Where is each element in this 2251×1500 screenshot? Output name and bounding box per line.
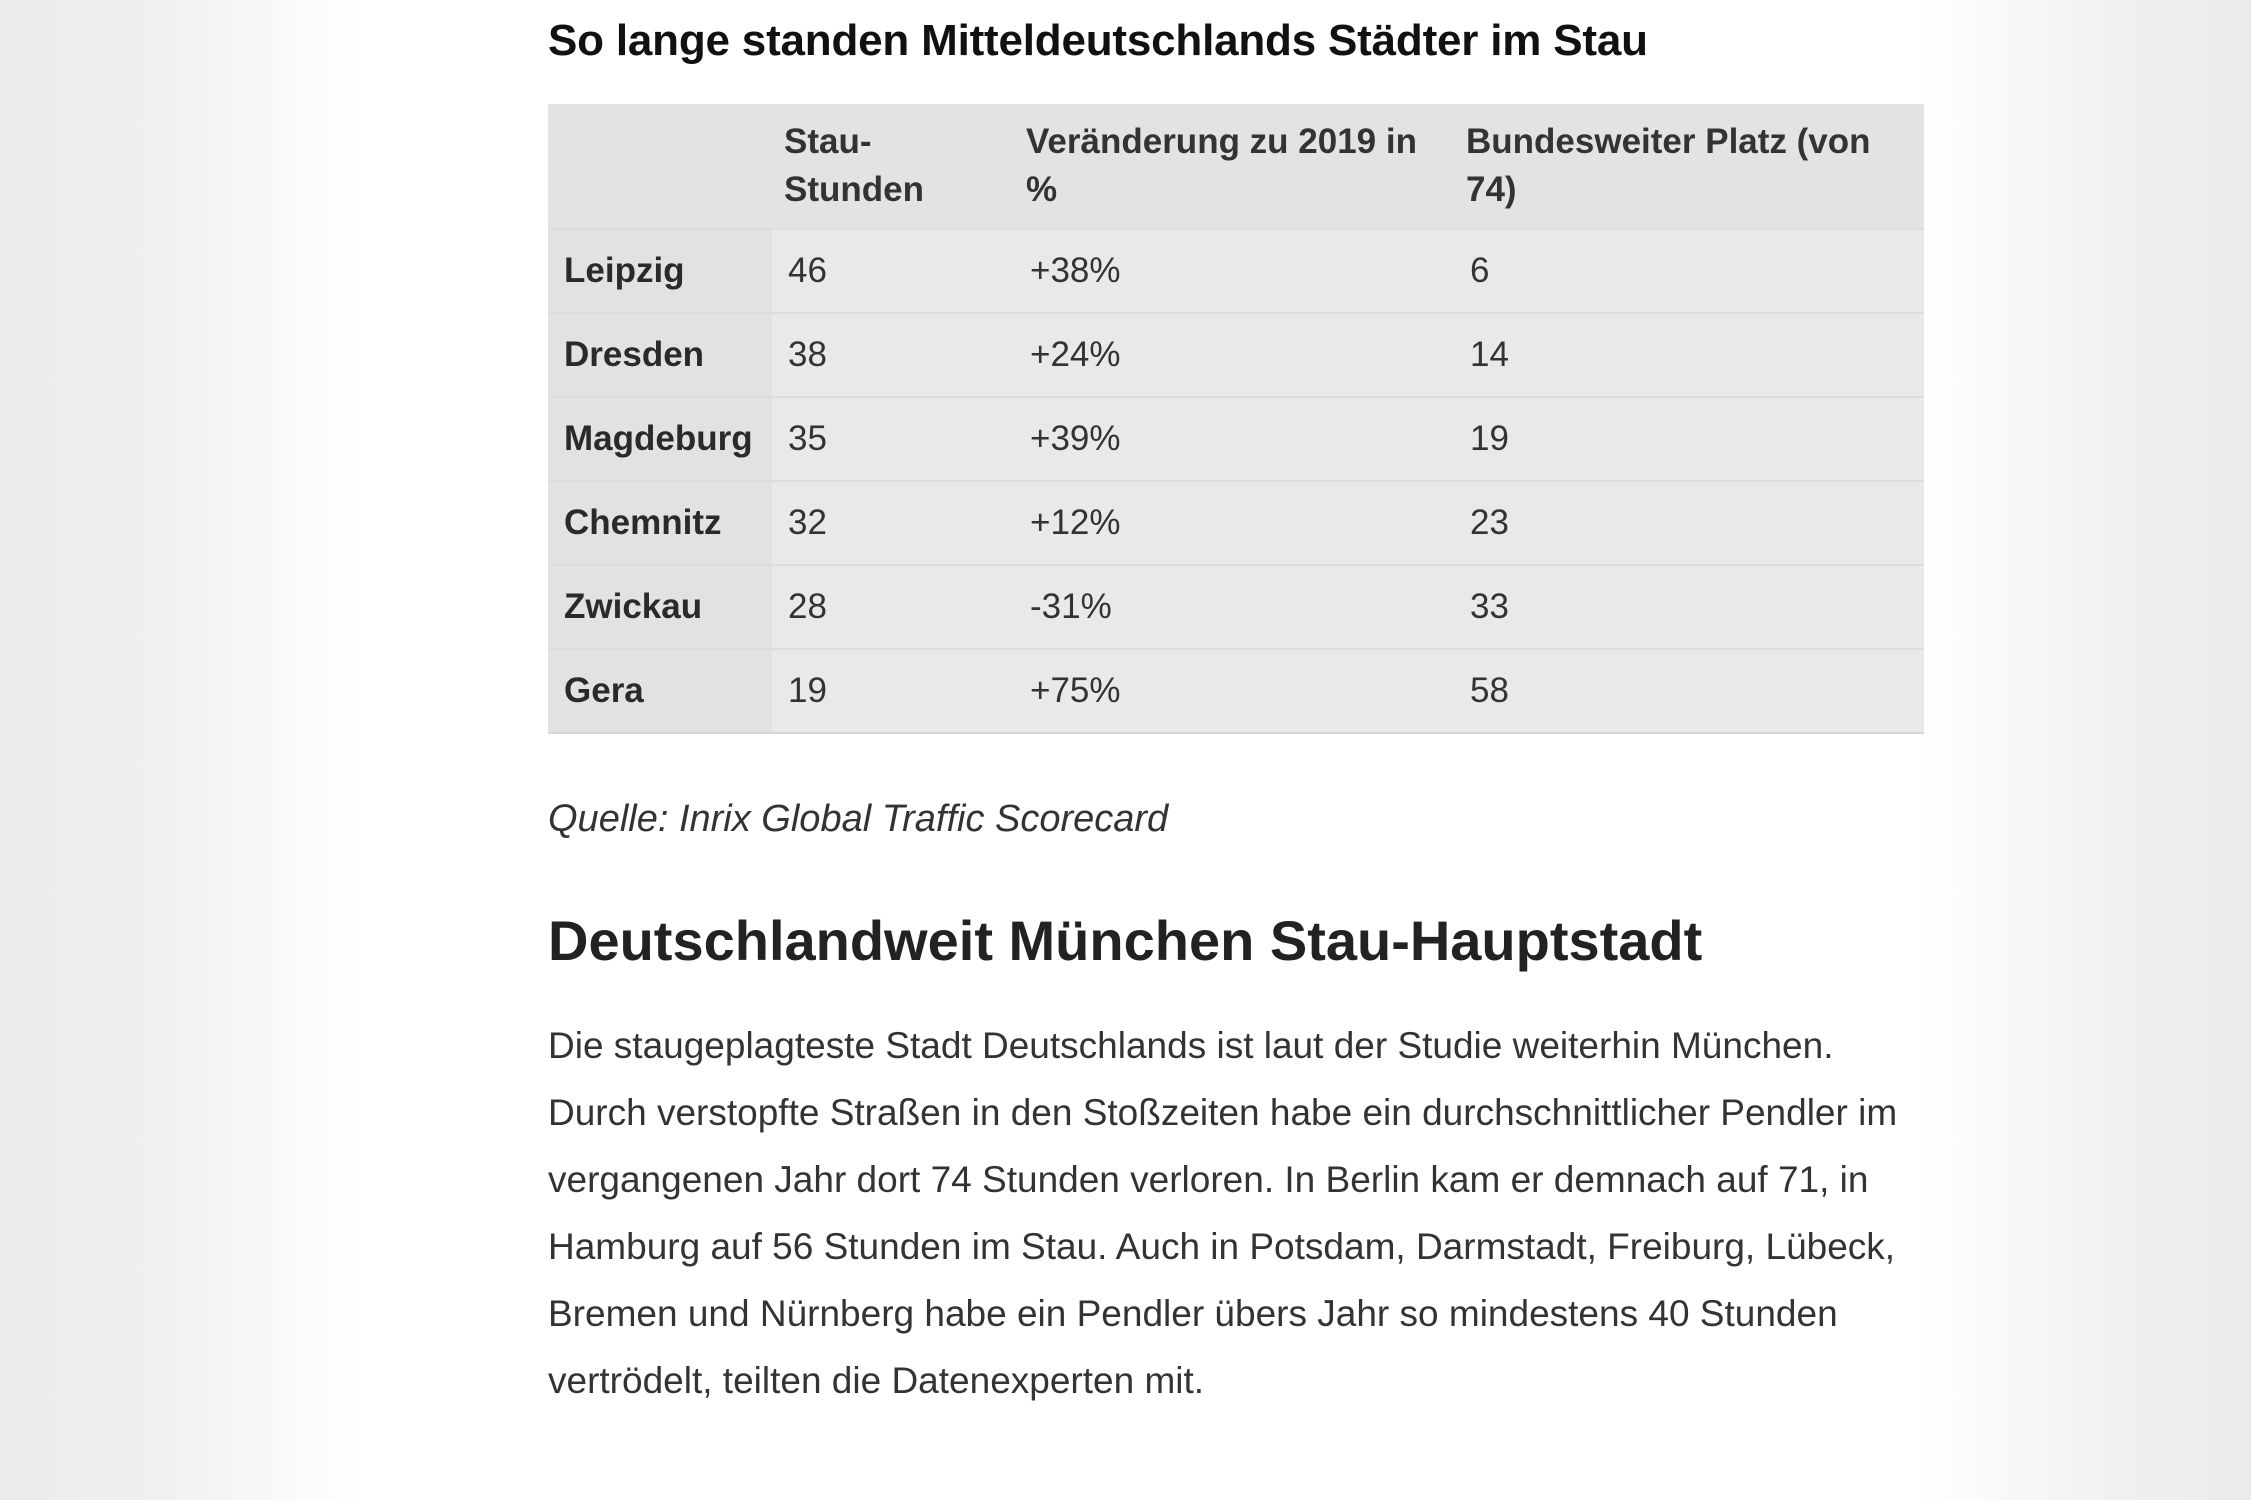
change-cell: +75% xyxy=(1014,649,1454,733)
header-city xyxy=(548,104,772,229)
table-row xyxy=(548,229,1924,313)
article-paragraph: Die staugeplagteste Stadt Deutschlands ist laut der Studie weiterhin München. Durch verstopfte Straßen in den Stoßzeiten habe ein durchschnittlicher Pendler im vergangenen Jahr dort 74 Stunden verloren. In Berlin kam er demnach auf 71, in Hamburg auf 56 Stunden im Stau. Auch in Potsdam, Darmstadt, Freiburg, Lübeck, Bremen und Nürnberg habe ein Pendler übers Jahr so mindestens 40 Stunden vertrödelt, teilten die Datenexperten mit. xyxy=(548,1025,1898,1401)
hours-cell: 32 xyxy=(772,481,1014,565)
page-margin-right xyxy=(1921,0,2251,1500)
hours-cell: 35 xyxy=(772,397,1014,481)
table-source: Quelle: Inrix Global Traffic Scorecard xyxy=(548,798,1169,840)
city-cell: Magdeburg xyxy=(548,397,772,481)
rank-cell: 6 xyxy=(1454,229,1924,313)
change-cell: -31% xyxy=(1014,565,1454,649)
rank-cell: 33 xyxy=(1454,565,1924,649)
change-cell: +38% xyxy=(1014,229,1454,313)
table-row xyxy=(548,565,1924,649)
hours-cell: 19 xyxy=(772,649,1014,733)
hours-cell: 28 xyxy=(772,565,1014,649)
table-row xyxy=(548,481,1924,565)
section-heading: Deutschlandweit München Stau-Hauptstadt xyxy=(548,909,1703,972)
city-cell: Zwickau xyxy=(548,565,772,649)
hours-cell: 46 xyxy=(772,229,1014,313)
header-stau-stunden: Stau-Stunden xyxy=(772,104,1014,229)
rank-cell: 23 xyxy=(1454,481,1924,565)
city-cell: Leipzig xyxy=(548,229,772,313)
city-cell: Chemnitz xyxy=(548,481,772,565)
hours-cell: 38 xyxy=(772,313,1014,397)
city-cell: Gera xyxy=(548,649,772,733)
table-row xyxy=(548,649,1924,733)
change-cell: +24% xyxy=(1014,313,1454,397)
table-title: So lange standen Mitteldeutschlands Städter im Stau xyxy=(548,16,1648,65)
change-cell: +12% xyxy=(1014,481,1454,565)
traffic-table xyxy=(548,104,1924,734)
rank-cell: 19 xyxy=(1454,397,1924,481)
table-header-row xyxy=(548,104,1924,229)
header-bundesweiter-platz: Bundesweiter Platz (von 74) xyxy=(1454,104,1924,229)
table-row xyxy=(548,313,1924,397)
table-row xyxy=(548,397,1924,481)
header-veraenderung: Veränderung zu 2019 in % xyxy=(1014,104,1454,229)
rank-cell: 14 xyxy=(1454,313,1924,397)
city-cell: Dresden xyxy=(548,313,772,397)
rank-cell: 58 xyxy=(1454,649,1924,733)
change-cell: +39% xyxy=(1014,397,1454,481)
page-margin-left xyxy=(0,0,360,1500)
